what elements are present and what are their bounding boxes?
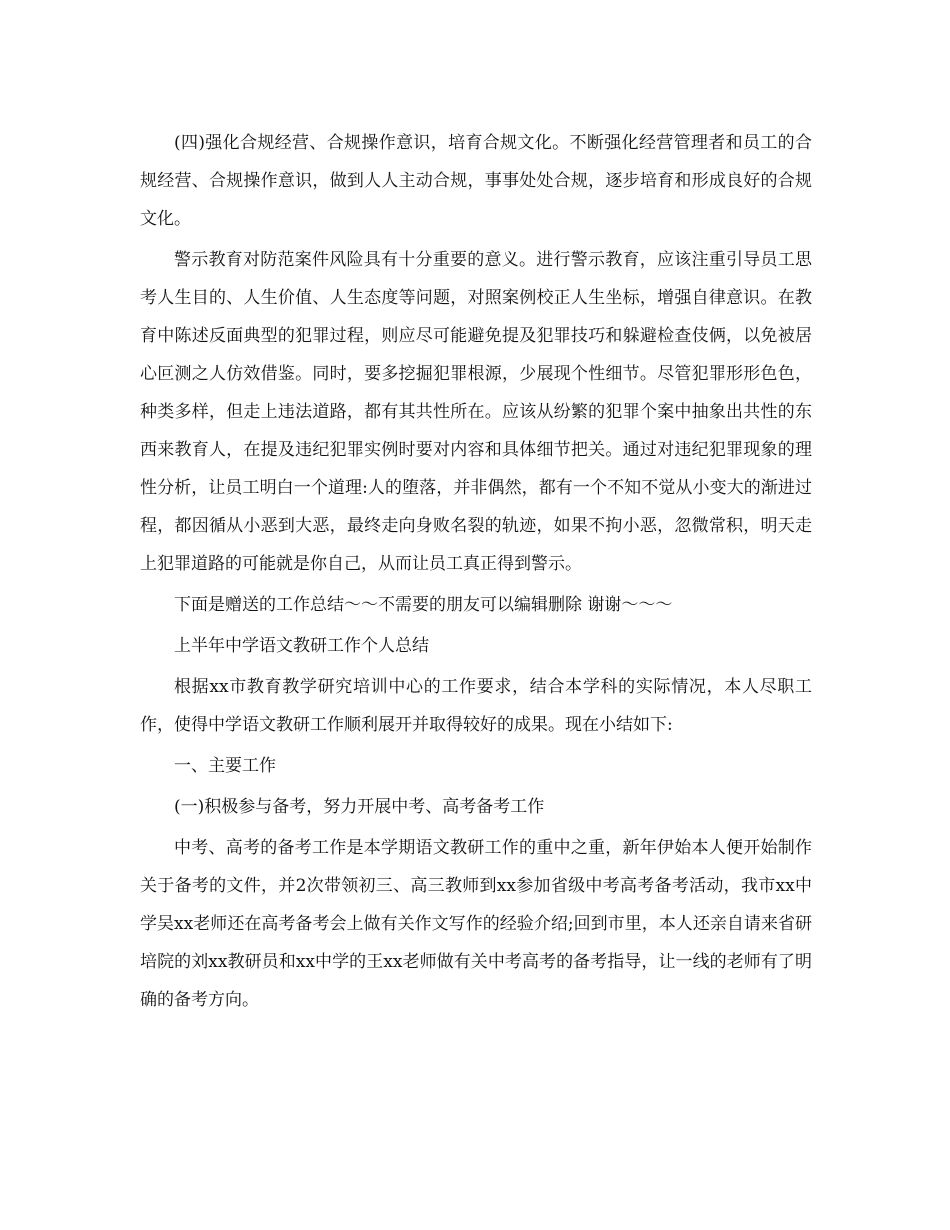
paragraph-exam-prep: 中考、高考的备考工作是本学期语文教研工作的重中之重，新年伊始本人便开始制作关于备考的文件，并2次带领初三、高三教师到xx参加省级中考高考备考活动，我市xx中学吴xx老师还在高考备考会上做有关作文写作的经验介绍;回到市里，本人还亲自请来省研培院的刘xx教研员和xx中学的王xx老师做有关中考高考的备考指导，让一线的老师有了明确的备考方向。 [140,838,812,1010]
paragraph-summary-intro: 根据xx市教育教学研究培训中心的工作要求，结合本学科的实际情况，本人尽职工作，使得中学语文教研工作顺利展开并取得较好的成果。现在小结如下: [140,677,812,735]
document-body [140,124,812,1022]
subsection-heading-exam-prep: (一)积极参与备考，努力开展中考、高考备考工作 [174,797,545,817]
paragraph-summary-title: 上半年中学语文教研工作个人总结 [174,636,429,656]
paragraph-gift-note: 下面是赠送的工作总结～～不需要的朋友可以编辑删除 谢谢～～～ [174,595,673,615]
paragraph-warning-education: 警示教育对防范案件风险具有十分重要的意义。进行警示教育，应该注重引导员工思考人生目的、人生价值、人生态度等问题，对照案例校正人生坐标，增强自律意识。在教育中陈述反面典型的犯罪过程，则应尽可能避免提及犯罪技巧和躲避检查伎俩，以免被居心叵测之人仿效借鉴。同时，要多挖掘犯罪根源，少展现个性细节。尽管犯罪形形色色，种类多样，但走上违法道路，都有其共性所在。应该从纷繁的犯罪个案中抽象出共性的东西来教育人，在提及违纪犯罪实例时要对内容和具体细节把关。通过对违纪犯罪现象的理性分析，让员工明白一个道理:人的堕落，并非偶然，都有一个不知不觉从小变大的渐进过程，都因循从小恶到大恶，最终走向身败名裂的轨迹，如果不拘小恶，忽微常积，明天走上犯罪道路的可能就是你自己，从而让员工真正得到警示。 [140,250,812,574]
section-heading-main-work: 一、主要工作 [174,756,276,776]
paragraph-compliance-culture: (四)强化合规经营、合规操作意识，培育合规文化。不断强化经营管理者和员工的合规经营、合规操作意识，做到人人主动合规，事事处处合规，逐步培育和形成良好的合规文化。 [140,133,812,229]
